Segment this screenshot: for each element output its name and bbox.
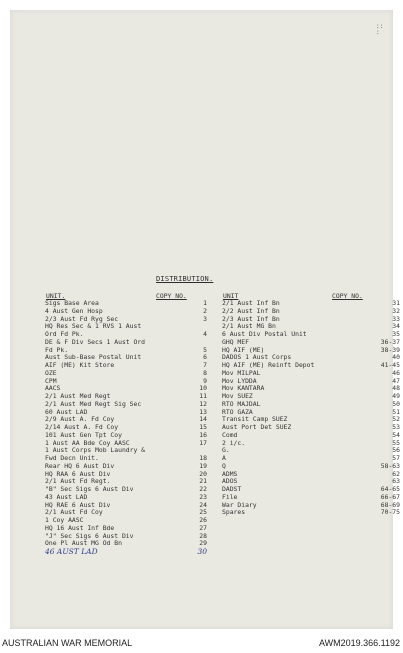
- copy-number: 52: [392, 415, 400, 424]
- unit-name: 2/3 Aust Fd Ryg Sec: [45, 314, 119, 323]
- list-item: [222, 486, 402, 494]
- unit-name: GHQ MEF: [222, 337, 249, 346]
- list-item: [222, 509, 402, 517]
- unit-name: 2/1 Aust Med Regt: [45, 392, 111, 400]
- punch-hole-marks: :: :: [376, 23, 384, 36]
- list-item: [222, 471, 402, 479]
- copy-number: 62: [392, 469, 400, 478]
- copy-number: 70-75: [380, 508, 400, 517]
- document-page: [10, 10, 400, 629]
- unit-name: 6 Aust Div Postal Unit: [222, 330, 307, 338]
- copy-number: 13: [199, 407, 207, 416]
- unit-name: Mov LYDDA: [222, 376, 257, 385]
- unit-name: RTO MAJDAL: [222, 399, 261, 408]
- copy-number: 20: [199, 469, 207, 478]
- unit-name: 2/9 Aust A. Fd Coy: [45, 415, 115, 424]
- copy-number: 14: [199, 415, 207, 424]
- copy-number: 10: [199, 384, 207, 393]
- unit-name: 2/1 Aust Inf Bn: [222, 299, 280, 307]
- unit-name: Fwd Decn Unit.: [45, 454, 99, 462]
- unit-name: Transit Camp SUEZ: [222, 415, 288, 424]
- unit-name: DADST: [222, 485, 242, 493]
- copy-number: 28: [199, 531, 207, 540]
- unit-name: 4 Aust Gen Hosp: [45, 306, 103, 315]
- list-item: [222, 432, 402, 440]
- unit-name: 2/1 Aust Fd Coy: [45, 508, 103, 517]
- right-distribution-list: [222, 300, 402, 517]
- unit-name: 2/1 Aust Med Regt Sig Sec: [45, 399, 142, 408]
- unit-name: Mov SUEZ: [222, 392, 253, 400]
- copy-number: 1: [203, 299, 207, 307]
- unit-name: CPM: [45, 376, 57, 385]
- unit-name: 2/2 Aust Inf Bn: [222, 306, 280, 315]
- list-item: [45, 362, 215, 370]
- copy-number: 26: [199, 516, 207, 524]
- unit-name: 101 Aust Gen Tpt Coy: [45, 430, 122, 439]
- copy-number: 53: [392, 423, 400, 431]
- unit-name: 2/3 Aust Inf Bn: [222, 314, 280, 323]
- copy-number: 27: [199, 523, 207, 532]
- unit-name: 43 Aust LAD: [45, 492, 88, 501]
- copy-number: 24: [199, 500, 207, 509]
- distribution-title: DISTRIBUTION.: [156, 275, 214, 283]
- unit-name: HQ AIF (ME): [222, 345, 265, 354]
- unit-name: A: [222, 454, 226, 462]
- copy-number: 25: [199, 508, 207, 517]
- copy-number: 51: [392, 407, 400, 416]
- list-item: [222, 463, 402, 471]
- unit-name: HQ RAE 6 Aust Div: [45, 500, 111, 509]
- unit-name: War Diary: [222, 500, 257, 509]
- copy-number: 35: [392, 330, 400, 338]
- copy-number: 41-45: [380, 361, 400, 369]
- copy-number: 2: [203, 306, 207, 315]
- copy-number: 16: [199, 430, 207, 439]
- list-item: [222, 447, 402, 455]
- copy-number: 46: [392, 368, 400, 377]
- copy-number: 12: [199, 399, 207, 408]
- copy-number: 17: [199, 438, 207, 447]
- list-item: [45, 370, 215, 378]
- copy-number: 19: [199, 461, 207, 470]
- handwritten-unit-name: 46 AUST LAD: [45, 547, 98, 556]
- left-unit-header: UNIT.: [46, 292, 66, 300]
- copy-number: 18: [199, 454, 207, 462]
- copy-number: 64-65: [380, 485, 400, 493]
- copy-number: 63: [392, 477, 400, 486]
- unit-name: AACS: [45, 384, 61, 393]
- copy-number: 40: [392, 353, 400, 362]
- footer-accession-number: AWM2019.366.1192: [318, 638, 400, 648]
- copy-number: 6: [203, 353, 207, 362]
- copy-number: 32: [392, 306, 400, 315]
- list-item: [222, 502, 402, 510]
- copy-number: 23: [199, 492, 207, 501]
- unit-name: Mov KANTARA: [222, 384, 265, 393]
- unit-name: HQ AIF (ME) Reinft Depot: [222, 361, 315, 369]
- list-item: [222, 331, 402, 339]
- unit-name: 1 Aust AA Bde Coy AASC: [45, 438, 130, 447]
- copy-number: 31: [392, 299, 400, 307]
- copy-number: 57: [392, 454, 400, 462]
- copy-number: 11: [199, 392, 207, 400]
- copy-number: 56: [392, 446, 400, 455]
- unit-name: 2 i/c.: [222, 438, 246, 447]
- copy-number: 49: [392, 392, 400, 400]
- handwritten-copy-number: 30: [197, 547, 207, 556]
- list-item: [45, 378, 215, 386]
- unit-name: 2/1 Aust MG Bn: [222, 322, 276, 331]
- copy-number: 36-37: [380, 337, 400, 346]
- unit-name: One Pl Aust MG Od Bn: [45, 539, 122, 548]
- copy-number: 34: [392, 322, 400, 331]
- unit-name: File: [222, 492, 238, 501]
- copy-number: 48: [392, 384, 400, 393]
- list-item: [222, 478, 402, 486]
- copy-number: 50: [392, 399, 400, 408]
- copy-number: 29: [199, 539, 207, 548]
- unit-name: 1 Coy AASC: [45, 516, 84, 524]
- left-distribution-list: [45, 300, 215, 558]
- unit-name: ADOS: [222, 477, 238, 486]
- copy-number: 9: [203, 376, 207, 385]
- copy-number: 47: [392, 376, 400, 385]
- unit-name: Fd Pk.: [45, 345, 69, 354]
- left-copy-header: COPY NO.: [156, 292, 187, 300]
- unit-name: Spares: [222, 508, 246, 517]
- unit-name: Sigs Base Area: [45, 299, 99, 307]
- list-item: [222, 440, 402, 448]
- unit-name: G.: [222, 446, 230, 455]
- unit-name: 2/14 Aust A. Fd Coy: [45, 423, 119, 431]
- unit-name: Aust Sub-Base Postal Unit: [45, 353, 142, 362]
- unit-name: RTO GAZA: [222, 407, 253, 416]
- unit-name: Q: [222, 461, 226, 470]
- unit-name: 2/1 Aust Fd Regt.: [45, 477, 111, 486]
- handwritten-list-item: [45, 548, 215, 558]
- unit-name: HQ RAA 6 Aust Div: [45, 469, 111, 478]
- unit-name: AIF (ME) Kit Store: [45, 361, 115, 369]
- footer-bar: [0, 632, 403, 653]
- unit-name: OZE: [45, 368, 57, 377]
- list-item: [222, 424, 402, 432]
- footer-institution: AUSTRALIAN WAR MEMORIAL: [2, 638, 133, 648]
- unit-name: HQ 16 Aust Inf Bde: [45, 523, 115, 532]
- copy-number: 8: [203, 368, 207, 377]
- copy-number: 55: [392, 438, 400, 447]
- copy-number: 54: [392, 430, 400, 439]
- copy-number: 4: [203, 330, 207, 338]
- copy-number: 68-69: [380, 500, 400, 509]
- copy-number: 15: [199, 423, 207, 431]
- unit-name: Comd: [222, 430, 238, 439]
- list-item: [222, 455, 402, 463]
- list-item: [45, 339, 215, 347]
- unit-name: DADOS 1 Aust Corps: [222, 353, 292, 362]
- copy-number: 58-63: [380, 461, 400, 470]
- copy-number: 7: [203, 361, 207, 369]
- copy-number: 21: [199, 477, 207, 486]
- unit-name: "B" Sec Sigs 6 Aust Div: [45, 485, 134, 493]
- copy-number: 22: [199, 485, 207, 493]
- unit-name: Ord Fd Pk.: [45, 330, 84, 338]
- copy-number: 66-67: [380, 492, 400, 501]
- unit-name: 1 Aust Corps Mob Laundry &: [45, 446, 146, 455]
- right-unit-header: UNIT: [223, 292, 239, 300]
- right-copy-header: COPY NO.: [332, 292, 363, 300]
- copy-number: 33: [392, 314, 400, 323]
- unit-name: DE & F Div Secs 1 Aust Ord: [45, 337, 146, 346]
- unit-name: Aust Port Det SUEZ: [222, 423, 292, 431]
- unit-name: Mov MILPAL: [222, 368, 261, 377]
- unit-name: Rear HQ 6 Aust Div: [45, 461, 115, 470]
- copy-number: 5: [203, 345, 207, 354]
- copy-number: 3: [203, 314, 207, 323]
- unit-name: ADMS: [222, 469, 238, 478]
- copy-number: 38-39: [380, 345, 400, 354]
- unit-name: HQ Res Sec & 1 RVS 1 Aust: [45, 322, 142, 331]
- unit-name: 60 Aust LAD: [45, 407, 88, 416]
- unit-name: "J" Sec Sigs 6 Aust Div: [45, 531, 134, 540]
